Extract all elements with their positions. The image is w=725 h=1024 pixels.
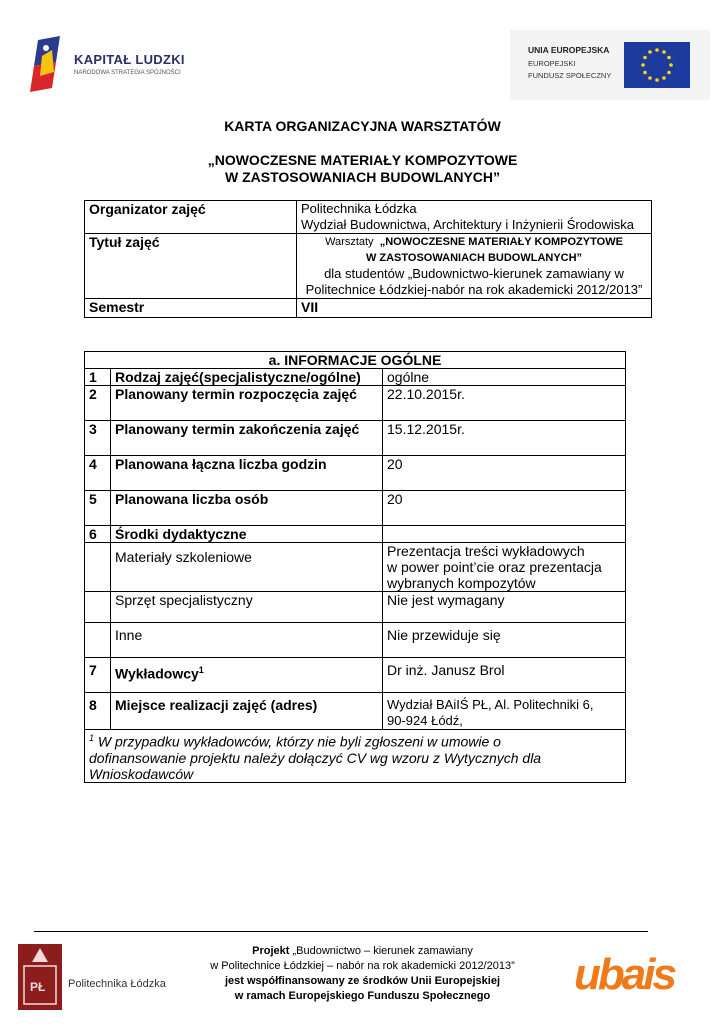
row-value: [383, 526, 626, 543]
materials-value: [383, 543, 626, 592]
empty-cell: [85, 623, 111, 658]
other-row: [85, 623, 626, 658]
eu-logo-line1: UNIA EUROPEJSKA: [528, 45, 610, 55]
row-label: Rodzaj zajęć(specjalistyczne/ogólne): [111, 369, 383, 386]
materials-label: Materiały szkoleniowe: [111, 543, 383, 592]
materials-row: [85, 543, 626, 592]
lecturers-row: [85, 658, 626, 693]
footnote-row: [85, 730, 626, 783]
row-label: Planowany termin zakończenia zajęć: [111, 421, 383, 456]
footer-projekt-label: Projekt: [252, 945, 290, 957]
table-row: [85, 526, 626, 543]
table-row: [85, 421, 626, 456]
row-value: ogólne: [383, 369, 626, 386]
course-title-desc-line1: dla studentów „Budownictwo-kierunek zamawiany w: [324, 266, 624, 281]
semester-value: VII: [297, 299, 652, 318]
footnote: [85, 730, 626, 783]
ubais-logo: [572, 948, 697, 1010]
row-number: 8: [85, 693, 111, 730]
place-label: Miejsce realizacji zajęć (adres): [111, 693, 383, 730]
course-title-name-line1: [301, 234, 647, 250]
equipment-label: Sprzęt specjalistyczny: [111, 592, 383, 623]
semester-row: [85, 299, 652, 318]
other-label: Inne: [111, 623, 383, 658]
subtitle-line1: „NOWOCZESNE MATERIAŁY KOMPOZYTOWE: [207, 152, 518, 168]
general-info-table: [84, 351, 626, 783]
row-number: 7: [85, 658, 111, 693]
table-row: [85, 491, 626, 526]
semester-label: Semestr: [85, 299, 297, 318]
organizer-value-line2: Wydział Budownictwa, Architektury i Inżynierii Środowiska: [301, 217, 634, 232]
lecturers-label-text: Wykładowcy: [115, 665, 199, 682]
empty-cell: [85, 543, 111, 592]
equipment-row: [85, 592, 626, 623]
row-value: 22.10.2015r.: [383, 386, 626, 421]
footer-line3: jest współfinansowany ze środków Unii Europejskiej: [224, 975, 501, 987]
row-number: 5: [85, 491, 111, 526]
row-label: Planowana łączna liczba godzin: [111, 456, 383, 491]
footnote-line3: Wnioskodawców: [89, 765, 194, 782]
row-value: 20: [383, 491, 626, 526]
empty-cell: [85, 592, 111, 623]
row-number: 3: [85, 421, 111, 456]
other-value: Nie przewiduje się: [383, 623, 626, 658]
organizer-table: [84, 200, 652, 318]
organizer-label: Organizator zajęć: [85, 201, 297, 234]
kapital-ludzki-title: KAPITAŁ LUDZKI: [74, 52, 185, 67]
document-title: KARTA ORGANIZACYJNA WARSZTATÓW: [224, 118, 501, 134]
kapital-ludzki-emblem-icon: [30, 36, 70, 92]
place-value-line2: 90-924 Łódź,: [387, 713, 463, 728]
course-title-name: „NOWOCZESNE MATERIAŁY KOMPOZYTOWE: [379, 236, 623, 248]
footnote-mark: 1: [89, 733, 95, 743]
materials-value-line3: wybranych kompozytów: [387, 575, 536, 591]
footer-line4: w ramach Europejskiego Funduszu Społecznego: [234, 990, 491, 1002]
table-row: [85, 369, 626, 386]
lecturers-value: Dr inż. Janusz Brol: [383, 658, 626, 693]
organizer-value: [297, 201, 652, 234]
row-number: 2: [85, 386, 111, 421]
kapital-ludzki-logo: [30, 36, 210, 94]
ubais-logo-text: ubais: [574, 950, 674, 999]
subtitle-line2: W ZASTOSOWANIACH BUDOWLANYCH”: [224, 169, 501, 185]
course-title-prefix: Warsztaty: [325, 236, 374, 248]
row-label: Środki dydaktyczne: [111, 526, 383, 543]
eu-logo-line2: EUROPEJSKI: [528, 59, 576, 68]
course-title-value: [297, 234, 652, 299]
eu-logo-line3: FUNDUSZ SPOŁECZNY: [528, 71, 612, 80]
eu-logo: [510, 30, 710, 100]
course-title-name-line2: W ZASTOSOWANIACH BUDOWLANYCH”: [365, 252, 583, 264]
footnote-line1-text: W przypadku wykładowców, którzy nie byli zgłoszeni w umowie o: [97, 733, 501, 750]
place-row: [85, 693, 626, 730]
row-number: 4: [85, 456, 111, 491]
footer-divider: [34, 931, 648, 932]
row-value: 20: [383, 456, 626, 491]
row-number: 1: [85, 369, 111, 386]
politechnika-lodzka-name: Politechnika Łódzka: [68, 978, 166, 990]
section-title: a. INFORMACJE OGÓLNE: [85, 352, 626, 369]
place-value: [383, 693, 626, 730]
materials-value-line2: w power point’cie oraz prezentacja: [387, 559, 602, 575]
organizer-row: [85, 201, 652, 234]
section-header-row: [85, 352, 626, 369]
table-row: [85, 386, 626, 421]
lecturers-label: [111, 658, 383, 693]
course-title-row: [85, 234, 652, 299]
materials-value-line1: Prezentacja treści wykładowych: [387, 543, 585, 559]
lecturers-footnote-mark: 1: [198, 665, 204, 675]
organizer-value-line1: Politechnika Łódzka: [301, 201, 417, 216]
place-value-line1: Wydział BAiIŚ PŁ, Al. Politechniki 6,: [387, 697, 594, 712]
kapital-ludzki-subtitle: NARODOWA STRATEGIA SPÓJNOŚCI: [74, 70, 181, 76]
politechnika-crest-mark: PŁ: [30, 980, 46, 994]
row-value: 15.12.2015r.: [383, 421, 626, 456]
footer-line2: w Politechnice Łódzkiej – nabór na rok akademicki 2012/2013”: [210, 960, 515, 972]
footnote-line1: [89, 730, 621, 750]
footer-line1-rest: „Budownictwo – kierunek zamawiany: [292, 945, 473, 957]
row-label: Planowany termin rozpoczęcia zajęć: [111, 386, 383, 421]
course-title-label: Tytuł zajęć: [85, 234, 297, 299]
table-row: [85, 456, 626, 491]
row-number: 6: [85, 526, 111, 543]
equipment-value: Nie jest wymagany: [383, 592, 626, 623]
course-title-desc-line2: Politechnice Łódzkiej-nabór na rok akademicki 2012/2013”: [305, 282, 643, 297]
row-label: Planowana liczba osób: [111, 491, 383, 526]
eu-flag-icon: [624, 42, 690, 88]
footnote-line2: dofinansowanie projektu należy dołączyć CV wg wzoru z Wytycznych dla: [89, 749, 542, 766]
